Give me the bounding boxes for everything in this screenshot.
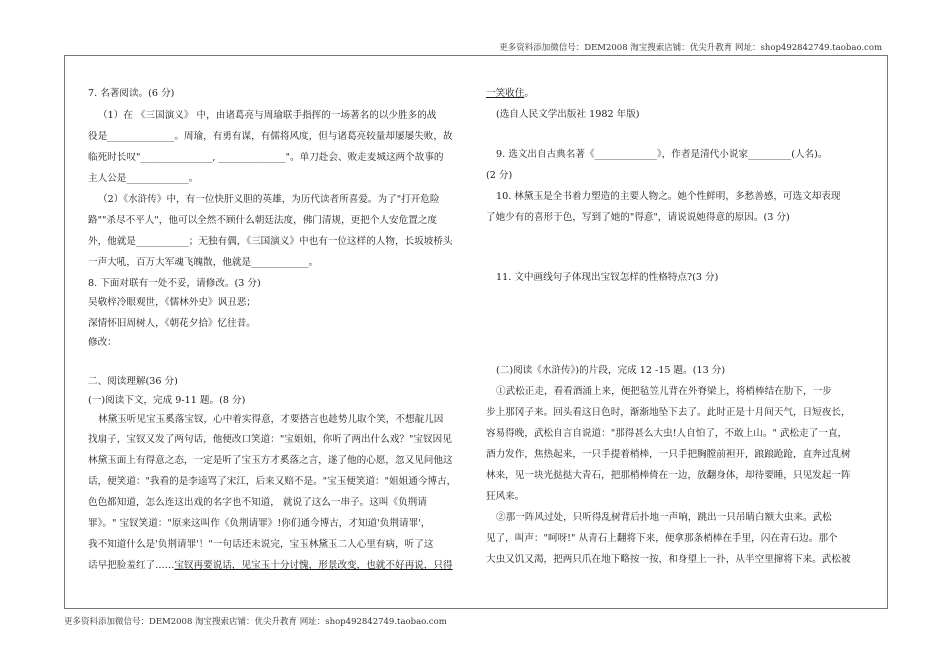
passage2-line: 容易得晚，武松自言自说道："那得甚么大虫!人自怕了，不敢上山。" 武松走了一直， bbox=[486, 428, 848, 439]
q7-part2-line: 路""杀尽不平人"，他可以全然不顾什么朝廷法度，佛门清规，更把个人安危置之度 bbox=[88, 215, 438, 226]
passage-line: 找扇子，宝钗又发了两句话，他便改口笑道："宝姐姐，你听了两出什么戏？"宝钗因见 bbox=[88, 434, 452, 445]
q11-line: 11. 文中画线句子体现出宝钗怎样的性格特点?(3 分) bbox=[496, 272, 719, 283]
passage2-line: 狂风来。 bbox=[486, 491, 525, 502]
q7-part1-line: 主人公是_____________。 bbox=[88, 173, 199, 184]
q7-part2-line: 外，他就是___________；无独有偶，《三国演义》中也有一位这样的人物，长坂坡桥头 bbox=[88, 236, 453, 247]
passage2-line: 见了，叫声："呵呀!" 从青石上翻将下来，便拿那条梢棒在手里，闪在青石边。那个 bbox=[486, 533, 838, 544]
passage-line: 话，便笑道："我看的是李逵骂了宋江，后来又赔不是。"宝玉便笑道："姐姐通今博古， bbox=[88, 476, 457, 487]
q8-title: 8. 下面对联有一处不妥，请修改。(3 分) bbox=[88, 278, 261, 289]
source-note: (选自人民文学出版社 1982 年版) bbox=[496, 109, 640, 120]
passage-line: 我不知道什么是'负荆请罪'！"一句话还未说完，宝玉林黛玉二人心里有病，听了这 bbox=[88, 539, 434, 550]
passage-continuation bbox=[486, 88, 534, 100]
q10-line: 10. 林黛玉是全书着力塑造的主要人物之。她个性鲜明，多愁善感，可选文却表现 bbox=[496, 191, 841, 202]
q10-line: 了她少有的喜形于色，写到了她的"得意"，请说说她得意的原因。(3 分) bbox=[486, 212, 790, 223]
header-note: 更多资料添加微信号：DEM2008 淘宝搜索店铺：优尖升教育 网址：shop492842749.taobao.com bbox=[499, 43, 882, 53]
passage-line bbox=[88, 560, 453, 572]
section2-title: 二、阅读理解(36 分) bbox=[88, 376, 178, 387]
underlined-sentence: 宝钗再要说话，见宝玉十分讨愧，形景改变，也就不好再说，只得 bbox=[174, 560, 453, 571]
couplet-line: 吴敬梓冷眼观世，《儒林外史》讽丑恶； bbox=[88, 297, 256, 308]
passage-text: 。 bbox=[524, 88, 534, 99]
underlined-sentence: 一笑收住 bbox=[486, 88, 525, 99]
passage-text: 话早把脸羞红了…… bbox=[88, 560, 175, 571]
passage2-line: 林来，见一块光挞挞大青石，把那梢棒倚在一边，放翻身体，却待要睡，只见发起一阵 bbox=[486, 470, 851, 481]
passage-line: 林黛玉听见宝玉奚落宝钗，心中着实得意，才要搭言也趁势儿取个笑，不想靛儿因 bbox=[98, 414, 444, 425]
footer-note: 更多资料添加微信号：DEM2008 淘宝搜索店铺：优尖升教育 网址：shop492842749.taobao.com bbox=[64, 617, 447, 627]
passage2-line: 步上那冈子来。回头看这日色时，渐渐地坠下去了。此时正是十月间天气，日短夜长， bbox=[486, 407, 851, 418]
passage-line: 色色都知道，怎么连这出戏的名字也不知道， 就说了这么一串子。这叫《负荆请 bbox=[88, 497, 427, 508]
passage2-line: 大虫又饥又渴，把两只爪在地下略按一按，和身望上一扑，从半空里撺将下来。武松被 bbox=[486, 554, 851, 565]
q7-part1-line: 临死时长叹"_______________, ______________"。单刀赴会、败走麦城这两个故事的 bbox=[88, 152, 444, 163]
q7-part2-line: （2）《水浒传》中，有一位快肝义胆的英雄，为历代读者所喜爱。为了"打开危险 bbox=[98, 194, 440, 205]
section2-subtitle: (一)阅读下文，完成 9-11 题。(8 分) bbox=[88, 395, 246, 406]
couplet-line: 深情怀旧周树人，《朝花夕拾》忆往昔。 bbox=[88, 318, 256, 329]
passage2-line: 酒力发作，焦热起来，一只手提着梢棒，一只手把胸膛前袒开，踉踉跄跄，直奔过乱树 bbox=[486, 449, 851, 460]
q8-answer-label: 修改： bbox=[88, 337, 117, 348]
passage2-line: ①武松正走，看看酒涌上来，便把毡笠儿背在外脊梁上，将梢棒结在肋下，一步 bbox=[496, 386, 832, 397]
passage2-line: ②那一阵风过处，只听得乱树背后扑地一声响，跳出一只吊睛白额大虫来。武松 bbox=[496, 512, 832, 523]
q7-part1-line: 役是______________。周瑜，有勇有谋，有儒将风度，但与诸葛亮较量却屡屡失败，故 bbox=[88, 131, 453, 142]
q7-title: 7. 名著阅读。(6 分) bbox=[88, 88, 175, 99]
passage-line: 罪》。" 宝钗笑道："原来这叫作《负荆请罪》!你们通今博古，才知道'负荆请罪'， bbox=[88, 518, 431, 529]
q9-line: 9. 选文出自古典名著《_____________》，作者是清代小说家_________(人名)。 bbox=[496, 149, 828, 160]
q7-part1-line: （1）在 《三国演义》 中，由诸葛亮与周瑜联手指挥的一场著名的以少胜多的战 bbox=[98, 110, 437, 121]
q9-line: (2 分) bbox=[486, 170, 513, 181]
section2-subtitle-2: (二)阅读《水浒传》)的片段，完成 12 -15 题。(13 分) bbox=[496, 365, 726, 376]
passage-line: 林黛玉面上有得意之态，一定是听了宝玉方才奚落之言，遂了他的心愿，忽又见问他这 bbox=[88, 455, 453, 466]
q7-part2-line: 一声大吼，百万大军魂飞魄散，他就是____________。 bbox=[88, 257, 319, 268]
